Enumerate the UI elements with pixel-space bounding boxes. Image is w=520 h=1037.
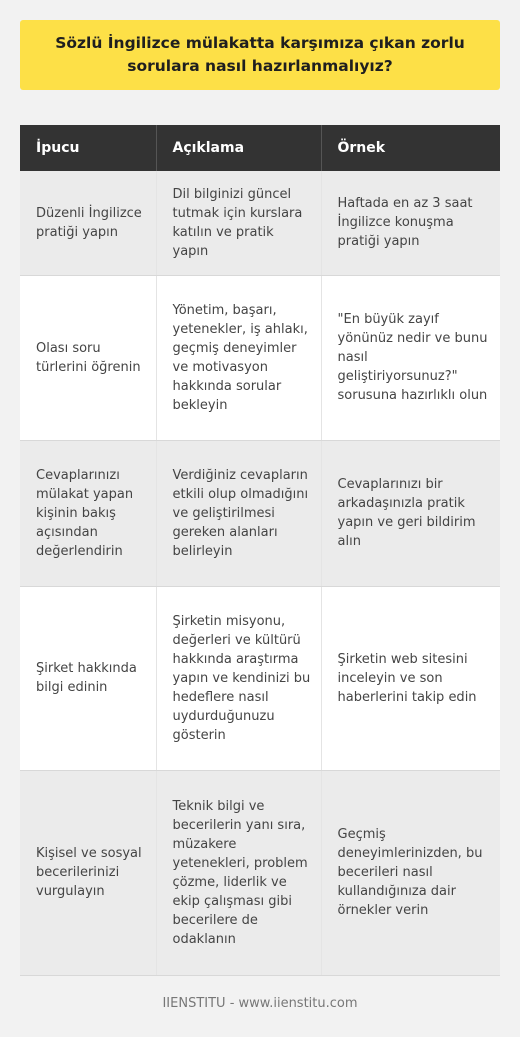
description-cell: Şirketin misyonu, değerleri ve kültürü hakkında araştırma yapın ve kendinizi bu hedeflere nasıl uydurduğunuzu gösterin (156, 586, 321, 770)
description-cell: Yönetim, başarı, yetenekler, iş ahlakı, geçmiş deneyimler ve motivasyon hakkında sorular bekleyin (156, 275, 321, 440)
header-tip: İpucu (20, 125, 156, 171)
example-cell: Cevaplarınızı bir arkadaşınızla pratik yapın ve geri bildirim alın (321, 440, 500, 586)
tip-cell: Düzenli İngilizce pratiği yapın (20, 171, 156, 275)
footer-credit: IIENSTITU - www.iienstitu.com (162, 996, 358, 1011)
example-cell: Şirketin web sitesini inceleyin ve son haberlerini takip edin (321, 586, 500, 770)
table-row (20, 770, 500, 975)
title-banner (20, 20, 500, 90)
tip-cell: Şirket hakkında bilgi edinin (20, 586, 156, 770)
tips-table (20, 125, 500, 976)
tip-cell: Olası soru türlerini öğrenin (20, 275, 156, 440)
description-cell: Verdiğiniz cevapların etkili olup olmadığını ve geliştirilmesi gereken alanları belirleyin (156, 440, 321, 586)
tip-cell: Kişisel ve sosyal becerilerinizi vurgulayın (20, 770, 156, 975)
example-cell: Haftada en az 3 saat İngilizce konuşma pratiği yapın (321, 171, 500, 275)
header-example: Örnek (321, 125, 500, 171)
tip-cell: Cevaplarınızı mülakat yapan kişinin bakış açısından değerlendirin (20, 440, 156, 586)
table-header (20, 125, 500, 171)
table-body (20, 171, 500, 975)
table-row (20, 440, 500, 586)
description-cell: Teknik bilgi ve becerilerin yanı sıra, müzakere yetenekleri, problem çözme, liderlik ve ekip çalışması gibi becerilere de odaklanın (156, 770, 321, 975)
description-cell: Dil bilginizi güncel tutmak için kurslara katılın ve pratik yapın (156, 171, 321, 275)
example-cell: Geçmiş deneyimlerinizden, bu becerileri nasıl kullandığınıza dair örnekler verin (321, 770, 500, 975)
table-row (20, 171, 500, 275)
example-cell: "En büyük zayıf yönünüz nedir ve bunu nasıl geliştiriyorsunuz?" sorusuna hazırlıklı olun (321, 275, 500, 440)
table-row (20, 275, 500, 440)
table-row (20, 586, 500, 770)
header-description: Açıklama (156, 125, 321, 171)
page-title: Sözlü İngilizce mülakatta karşımıza çıkan zorlu sorulara nasıl hazırlanmalıyız? (55, 34, 465, 75)
